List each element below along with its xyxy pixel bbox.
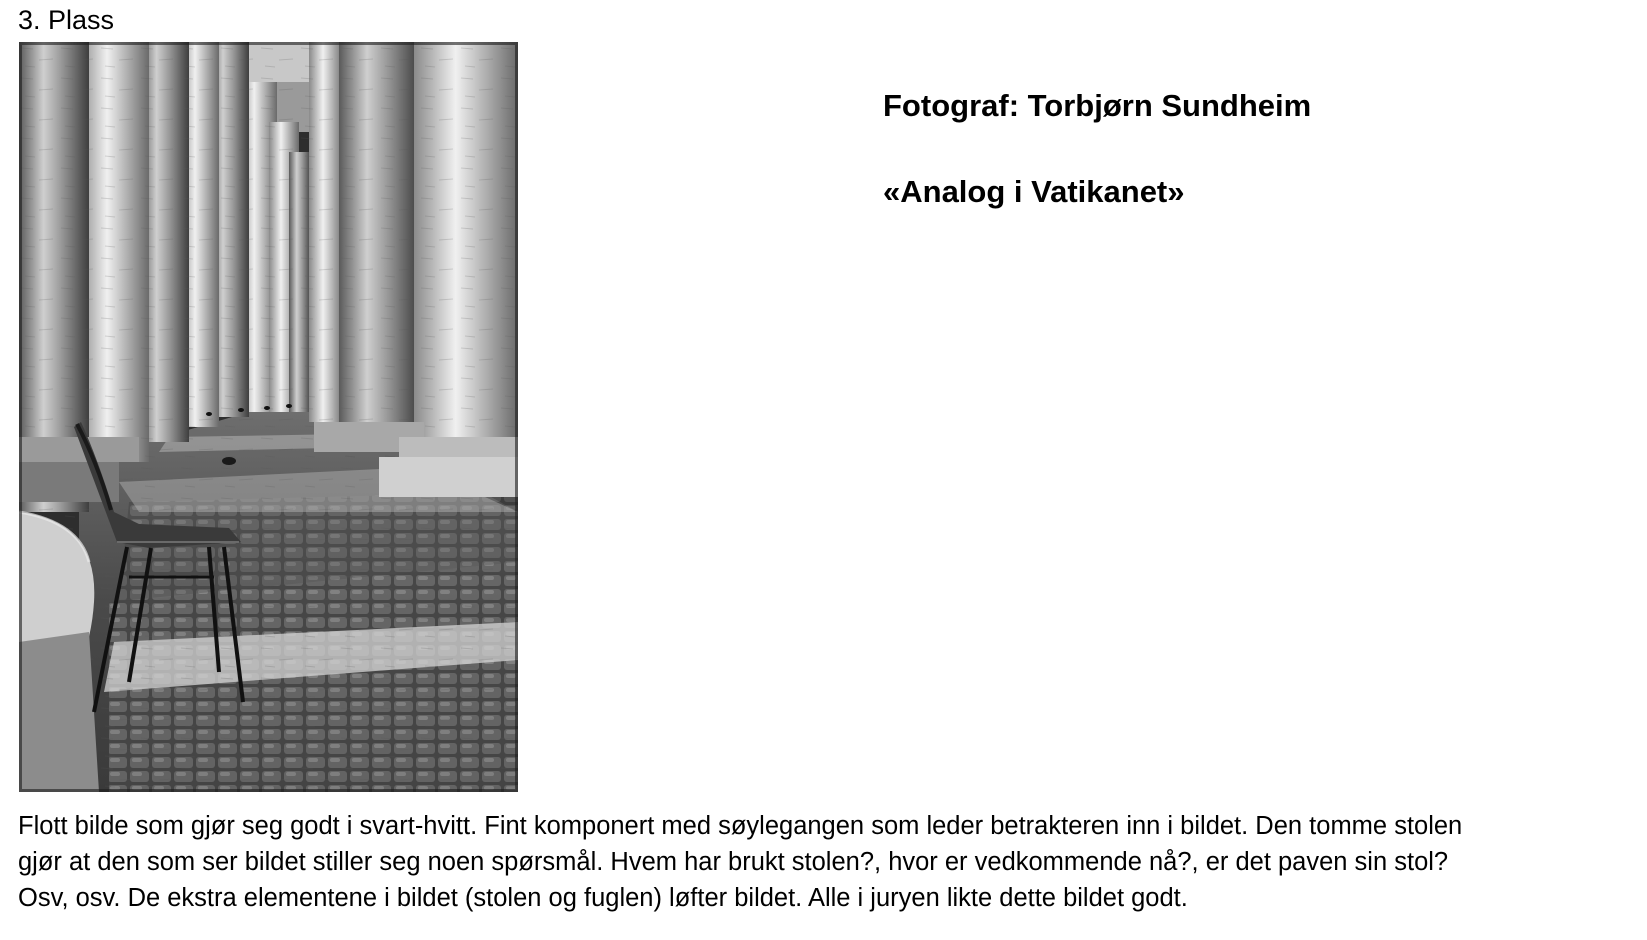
review-line: gjør at den som ser bildet stiller seg noen spørsmål. Hvem har brukt stolen?, hvor er vedkommende nå?, er det paven sin stol?	[18, 848, 1449, 876]
review-line: Flott bilde som gjør seg godt i svart-hvitt. Fint komponert med søylegangen som leder betrakteren inn i bildet. Den tomme stolen	[18, 812, 1463, 840]
photographer-credit: Fotograf: Torbjørn Sundheim	[883, 88, 1312, 123]
jury-review	[18, 808, 1640, 916]
review-line: Osv, osv. De ekstra elementene i bildet (stolen og fuglen) løfter bildet. Alle i juryen likte dette bildet godt.	[18, 884, 1188, 912]
colonnade-photo	[19, 42, 518, 792]
place-label: 3. Plass	[18, 5, 115, 35]
photo-title: «Analog i Vatikanet»	[883, 174, 1185, 209]
